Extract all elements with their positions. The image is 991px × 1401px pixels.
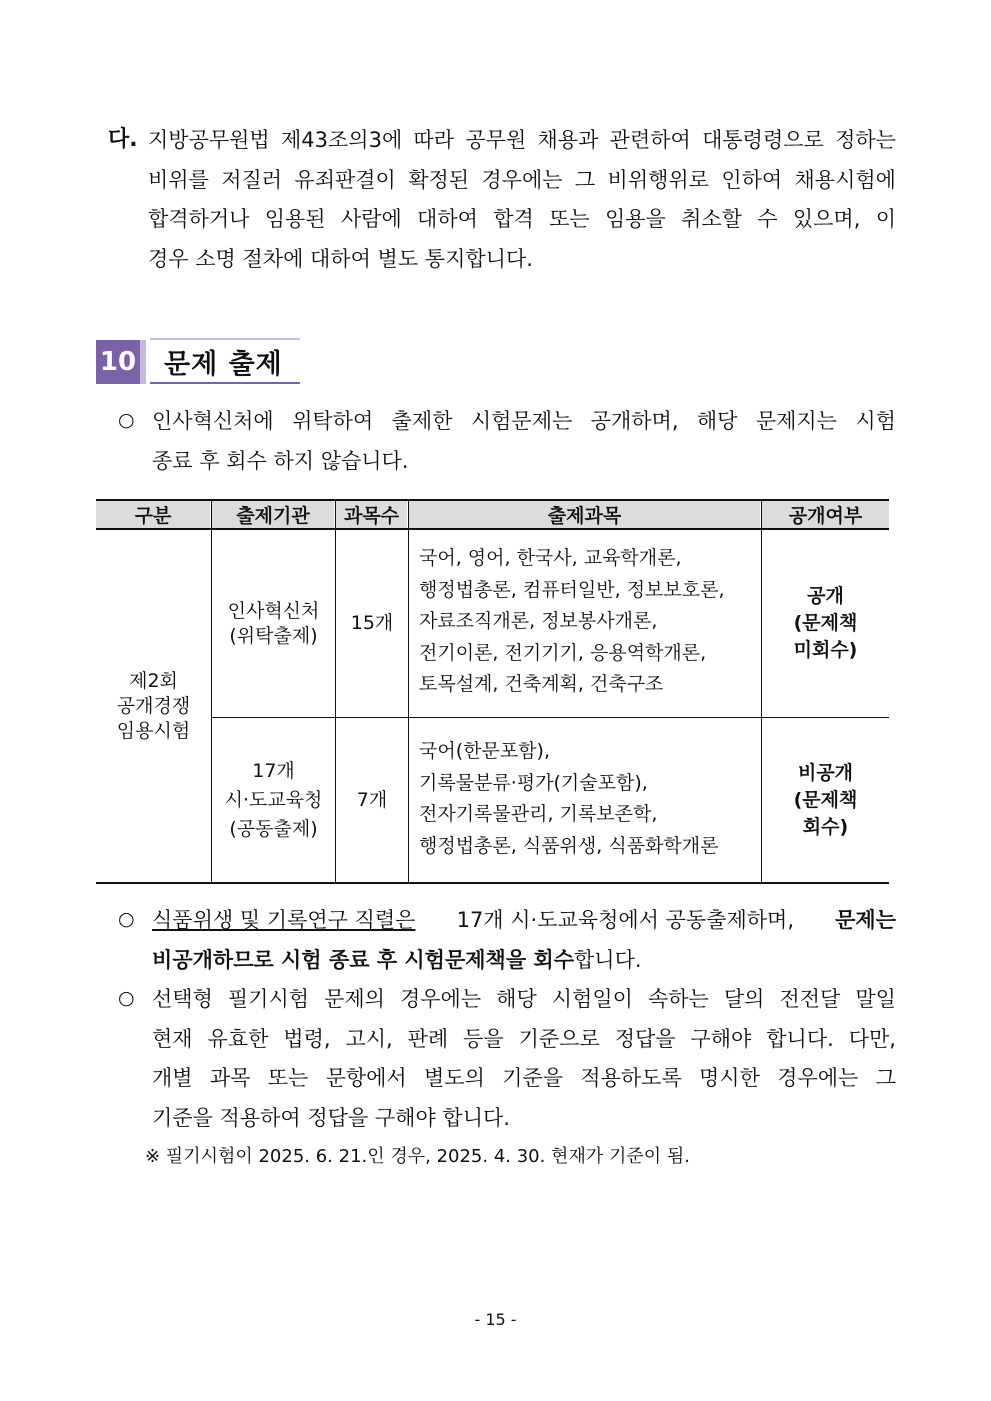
underlined-phrase: 식품위생 및 기록연구 직렬은 (152, 908, 416, 932)
text-line: 경우 소명 절차에 대하여 별도 통지합니다. (148, 246, 533, 271)
table-row-1-agency (212, 530, 335, 717)
bold-phrase: 비공개하므로 시험 종료 후 시험문제책을 회수 (152, 947, 574, 972)
subject-line: 행정법총론, 컴퓨터일반, 정보보호론, (419, 578, 725, 601)
table-top-rule (96, 499, 889, 501)
category-text: 제2회 공개경쟁 임용시험 (116, 669, 191, 742)
table-row-2-subjects (419, 736, 718, 862)
bullet-paragraph-3 (152, 980, 896, 1138)
text-line: 현재 유효한 법령, 고시, 판례 등을 기준으로 정답을 구해야 합니다. 다만, (152, 1026, 896, 1051)
text-line: 개별 과목 또는 문항에서 별도의 기준을 적용하도록 명시한 경우에는 그 (152, 1066, 896, 1090)
header-subjects: 출제과목 (409, 499, 760, 529)
bullet-circle-icon: ○ (118, 908, 135, 930)
header-category: 구분 (96, 499, 210, 529)
section-title: 문제 출제 (150, 338, 300, 384)
bullet-circle-icon: ○ (118, 987, 135, 1009)
text-line: 기준을 적용하여 정답을 구해야 합니다. (152, 1105, 510, 1130)
count-text: 7개 (356, 788, 388, 811)
table-row-1-count (336, 530, 408, 717)
text-line: 비위를 저질러 유죄판결이 확정된 경우에는 그 비위행위로 인하여 채용시험에 (148, 167, 896, 192)
bullet-circle-icon: ○ (118, 409, 135, 431)
header-agency: 출제기관 (212, 499, 334, 529)
subject-line: 자료조직개론, 정보봉사개론, (419, 610, 658, 632)
bold-phrase: 문제는 (835, 908, 896, 932)
subject-line: 토목설계, 건축계획, 건축구조 (419, 673, 664, 695)
subject-line: 국어, 영어, 한국사, 교육학개론, (419, 547, 682, 569)
text-line: 종료 후 회수 하지 않습니다. (152, 448, 409, 473)
text-line: 선택형 필기시험 문제의 경우에는 해당 시험일이 속하는 달의 전전달 말일 (152, 987, 896, 1011)
table-row-1-subjects (419, 543, 725, 701)
item-marker-da: 다. (108, 127, 138, 152)
header-count: 과목수 (336, 499, 407, 529)
disclosure-text: 비공개 (문제책 회수) (793, 761, 858, 838)
subject-line: 전자기록물관리, 기록보존학, (419, 803, 658, 825)
subject-line: 기록물분류·평가(기술포함), (419, 771, 648, 794)
plain-phrase: 합니다. (574, 947, 642, 972)
count-text: 15개 (350, 612, 394, 634)
plain-phrase: 17개 시·도교육청에서 공동출제하며, (456, 908, 795, 932)
table-col-divider (408, 499, 409, 883)
table-row-2-agency (212, 718, 335, 882)
agency-text: 17개 시·도교육청 (공동출제) (224, 759, 323, 840)
text-line: 지방공무원법 제43조의3에 따라 공무원 채용과 관련하여 대통령령으로 정하는 (148, 128, 896, 152)
exam-table (96, 499, 889, 885)
subject-line: 국어(한문포함), (419, 740, 550, 762)
bullet-paragraph-2 (152, 901, 896, 980)
table-row-1-disclosure (762, 530, 889, 717)
text-line (152, 941, 896, 981)
subject-line: 행정법총론, 식품위생, 식품화학개론 (419, 834, 719, 857)
text-line: 합격하거나 임용된 사람에 대하여 합격 또는 임용을 취소할 수 있으며, 이 (148, 207, 896, 231)
reference-note: ※ 필기시험이 2025. 6. 21.인 경우, 2025. 4. 30. 현재가 기준이 됨. (145, 1146, 690, 1167)
category-cell (96, 530, 211, 882)
section-number-accent (140, 340, 146, 384)
page-number: - 15 - (474, 1310, 517, 1329)
intro-paragraph (152, 402, 896, 481)
agency-text: 인사혁신처 (위탁출제) (227, 599, 320, 647)
table-row-2-disclosure (762, 718, 889, 882)
subject-line: 전기이론, 전기기기, 응용역학개론, (419, 641, 707, 664)
text-line (152, 901, 896, 941)
section-number: 10 (96, 340, 140, 384)
paragraph-da (148, 121, 896, 279)
table-bottom-rule (96, 882, 889, 884)
header-disclosure: 공개여부 (762, 499, 889, 529)
text-line: 인사혁신처에 위탁하여 출제한 시험문제는 공개하며, 해당 문제지는 시험 (152, 409, 896, 433)
disclosure-text: 공개 (문제책 미회수) (793, 585, 858, 661)
table-row-2-count (336, 718, 408, 882)
